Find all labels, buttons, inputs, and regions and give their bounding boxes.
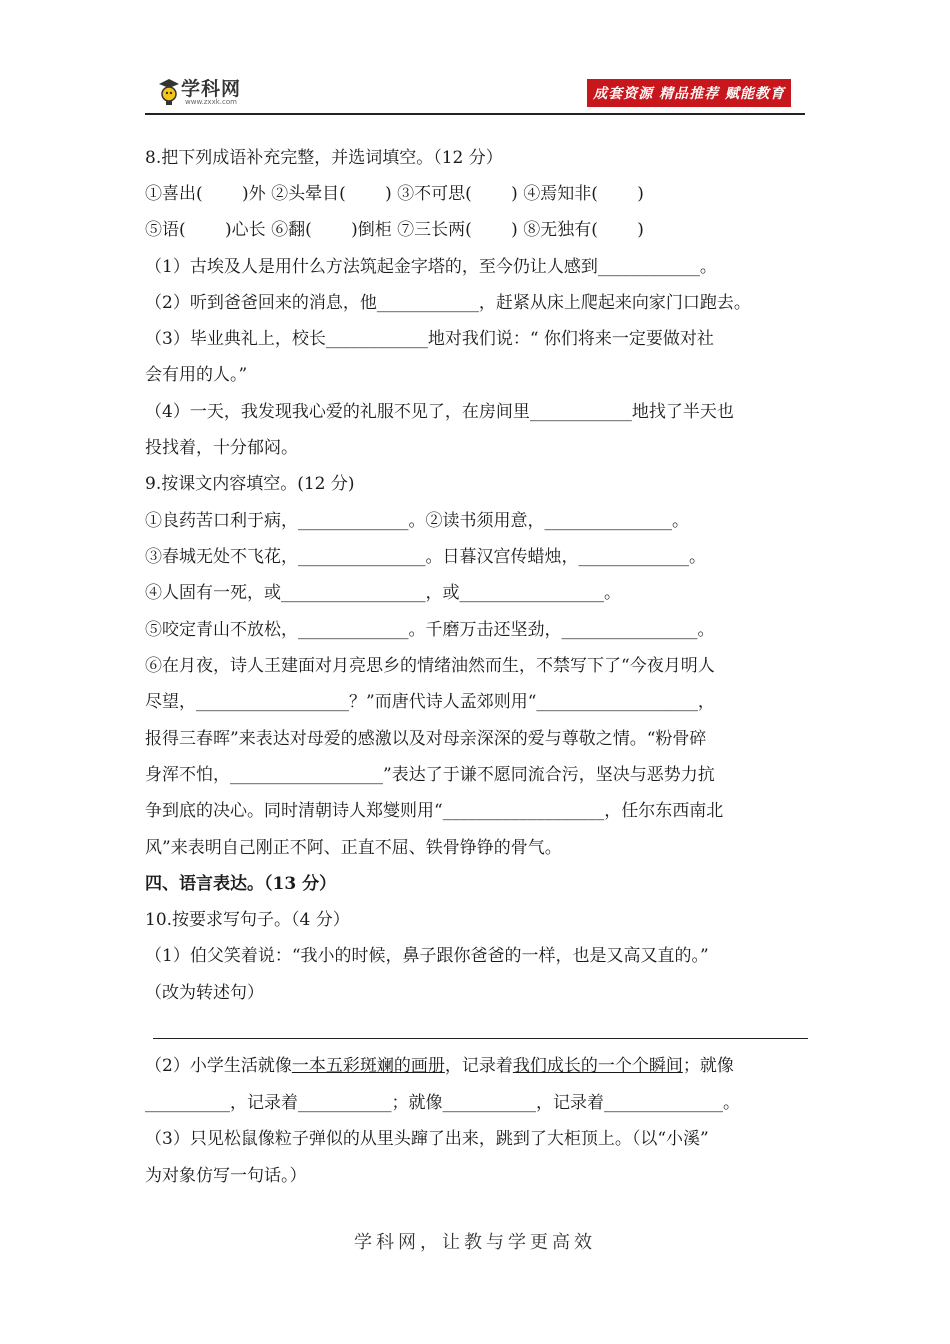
q9-line-3: ④人固有一死，或_________________，或_________________。 xyxy=(145,583,621,603)
q10-s2-underlined-2: 我们成长的一个个瞬间 xyxy=(512,1056,683,1076)
logo-url: www.zxxk.com xyxy=(185,98,237,106)
logo-text: 学科网 xyxy=(181,78,242,100)
q8-sentence-1: （1）古埃及人是用什么方法筑起金字塔的，至今仍让人感到____________。 xyxy=(145,257,717,277)
q8-idioms-row-2: ⑤语( )心长 ⑥翻( )倒柜 ⑦三长两( ) ⑧无独有( ) xyxy=(145,220,644,240)
q8-title: 8.把下列成语补充完整，并选词填空。（12 分） xyxy=(145,148,503,168)
q9-line-9: 争到底的决心。同时清朝诗人郑燮则用“___________________，任尔东西南北 xyxy=(145,801,724,821)
q9-line-5: ⑥在月夜，诗人王建面对月亮思乡的情绪油然而生，不禁写下了“今夜月明人 xyxy=(145,656,715,676)
page-header xyxy=(145,72,805,116)
q8-sentence-3a: （3）毕业典礼上，校长____________地对我们说：“ 你们将来一定要做对社 xyxy=(145,329,714,349)
q8-idioms-row-1: ①喜出( )外 ②头晕目( ) ③不可思( ) ④焉知非( ) xyxy=(145,184,644,204)
q9-line-7: 报得三春晖”来表达对母爱的感激以及对母亲深深的爱与尊敬之情。“粉骨碎 xyxy=(145,729,707,749)
q8-sentence-3b: 会有用的人。” xyxy=(145,365,248,385)
q10-sentence-1b: （改为转述句） xyxy=(145,983,264,1003)
q10-s2-underlined-1: 一本五彩斑斓的画册 xyxy=(291,1056,445,1076)
header-divider xyxy=(145,113,805,115)
q10-sentence-2a xyxy=(145,1048,734,1084)
q8-sentence-4b: 投找着，十分郁闷。 xyxy=(145,438,298,458)
q9-line-6: 尽望，__________________？”而唐代诗人孟郊则用“___________________， xyxy=(145,692,715,712)
q9-line-2: ③春城无处不飞花，_______________。日暮汉宫传蜡烛，_____________。 xyxy=(145,547,706,567)
q10-sentence-1a: （1）伯父笑着说：“我小的时候，鼻子跟你爸爸的一样，也是又高又直的。” xyxy=(145,946,709,966)
q10-s2-suffix: ；就像 xyxy=(682,1056,734,1076)
q10-s2-middle: ，记录着 xyxy=(444,1056,513,1076)
q9-line-10: 风”来表明自己刚正不阿、正直不屈、铁骨铮铮的骨气。 xyxy=(145,838,562,858)
q10-s2-prefix: （2）小学生活就像 xyxy=(145,1056,292,1076)
page-footer: 学科网，让教与学更高效 xyxy=(354,1232,596,1253)
q10-sentence-2b: __________，记录着___________；就像___________，记录着______________。 xyxy=(145,1093,740,1113)
answer-line[interactable] xyxy=(153,1038,808,1039)
q8-sentence-2: （2）听到爸爸回来的消息，他____________，赶紧从床上爬起来向家门口跑去。 xyxy=(145,293,751,313)
q9-title: 9.按课文内容填空。(12 分) xyxy=(145,474,355,494)
q10-sentence-3b: 为对象仿写一句话。） xyxy=(145,1166,307,1186)
logo[interactable] xyxy=(157,74,257,110)
q8-sentence-4a: （4）一天，我发现我心爱的礼服不见了，在房间里____________地找了半天也 xyxy=(145,402,734,422)
q9-line-4: ⑤咬定青山不放松，_____________。千磨万击还坚劲，________________。 xyxy=(145,620,715,640)
q10-title: 10.按要求写句子。（4 分） xyxy=(145,910,350,930)
slogan-badge: 成套资源 精品推荐 赋能教育 xyxy=(587,79,791,107)
q10-sentence-3a: （3）只见松鼠像粒子弹似的从里头蹿了出来，跳到了大柜顶上。（以“小溪” xyxy=(145,1129,709,1149)
q9-line-8: 身浑不怕，__________________”表达了于谦不愿同流合污，坚决与恶势力抗 xyxy=(145,765,715,785)
section-4-title: 四、语言表达。（13 分） xyxy=(145,874,337,894)
q9-line-1: ①良药苦口利于病，_____________。②读书须用意，_______________。 xyxy=(145,511,689,531)
logo-mascot-icon xyxy=(157,78,181,106)
